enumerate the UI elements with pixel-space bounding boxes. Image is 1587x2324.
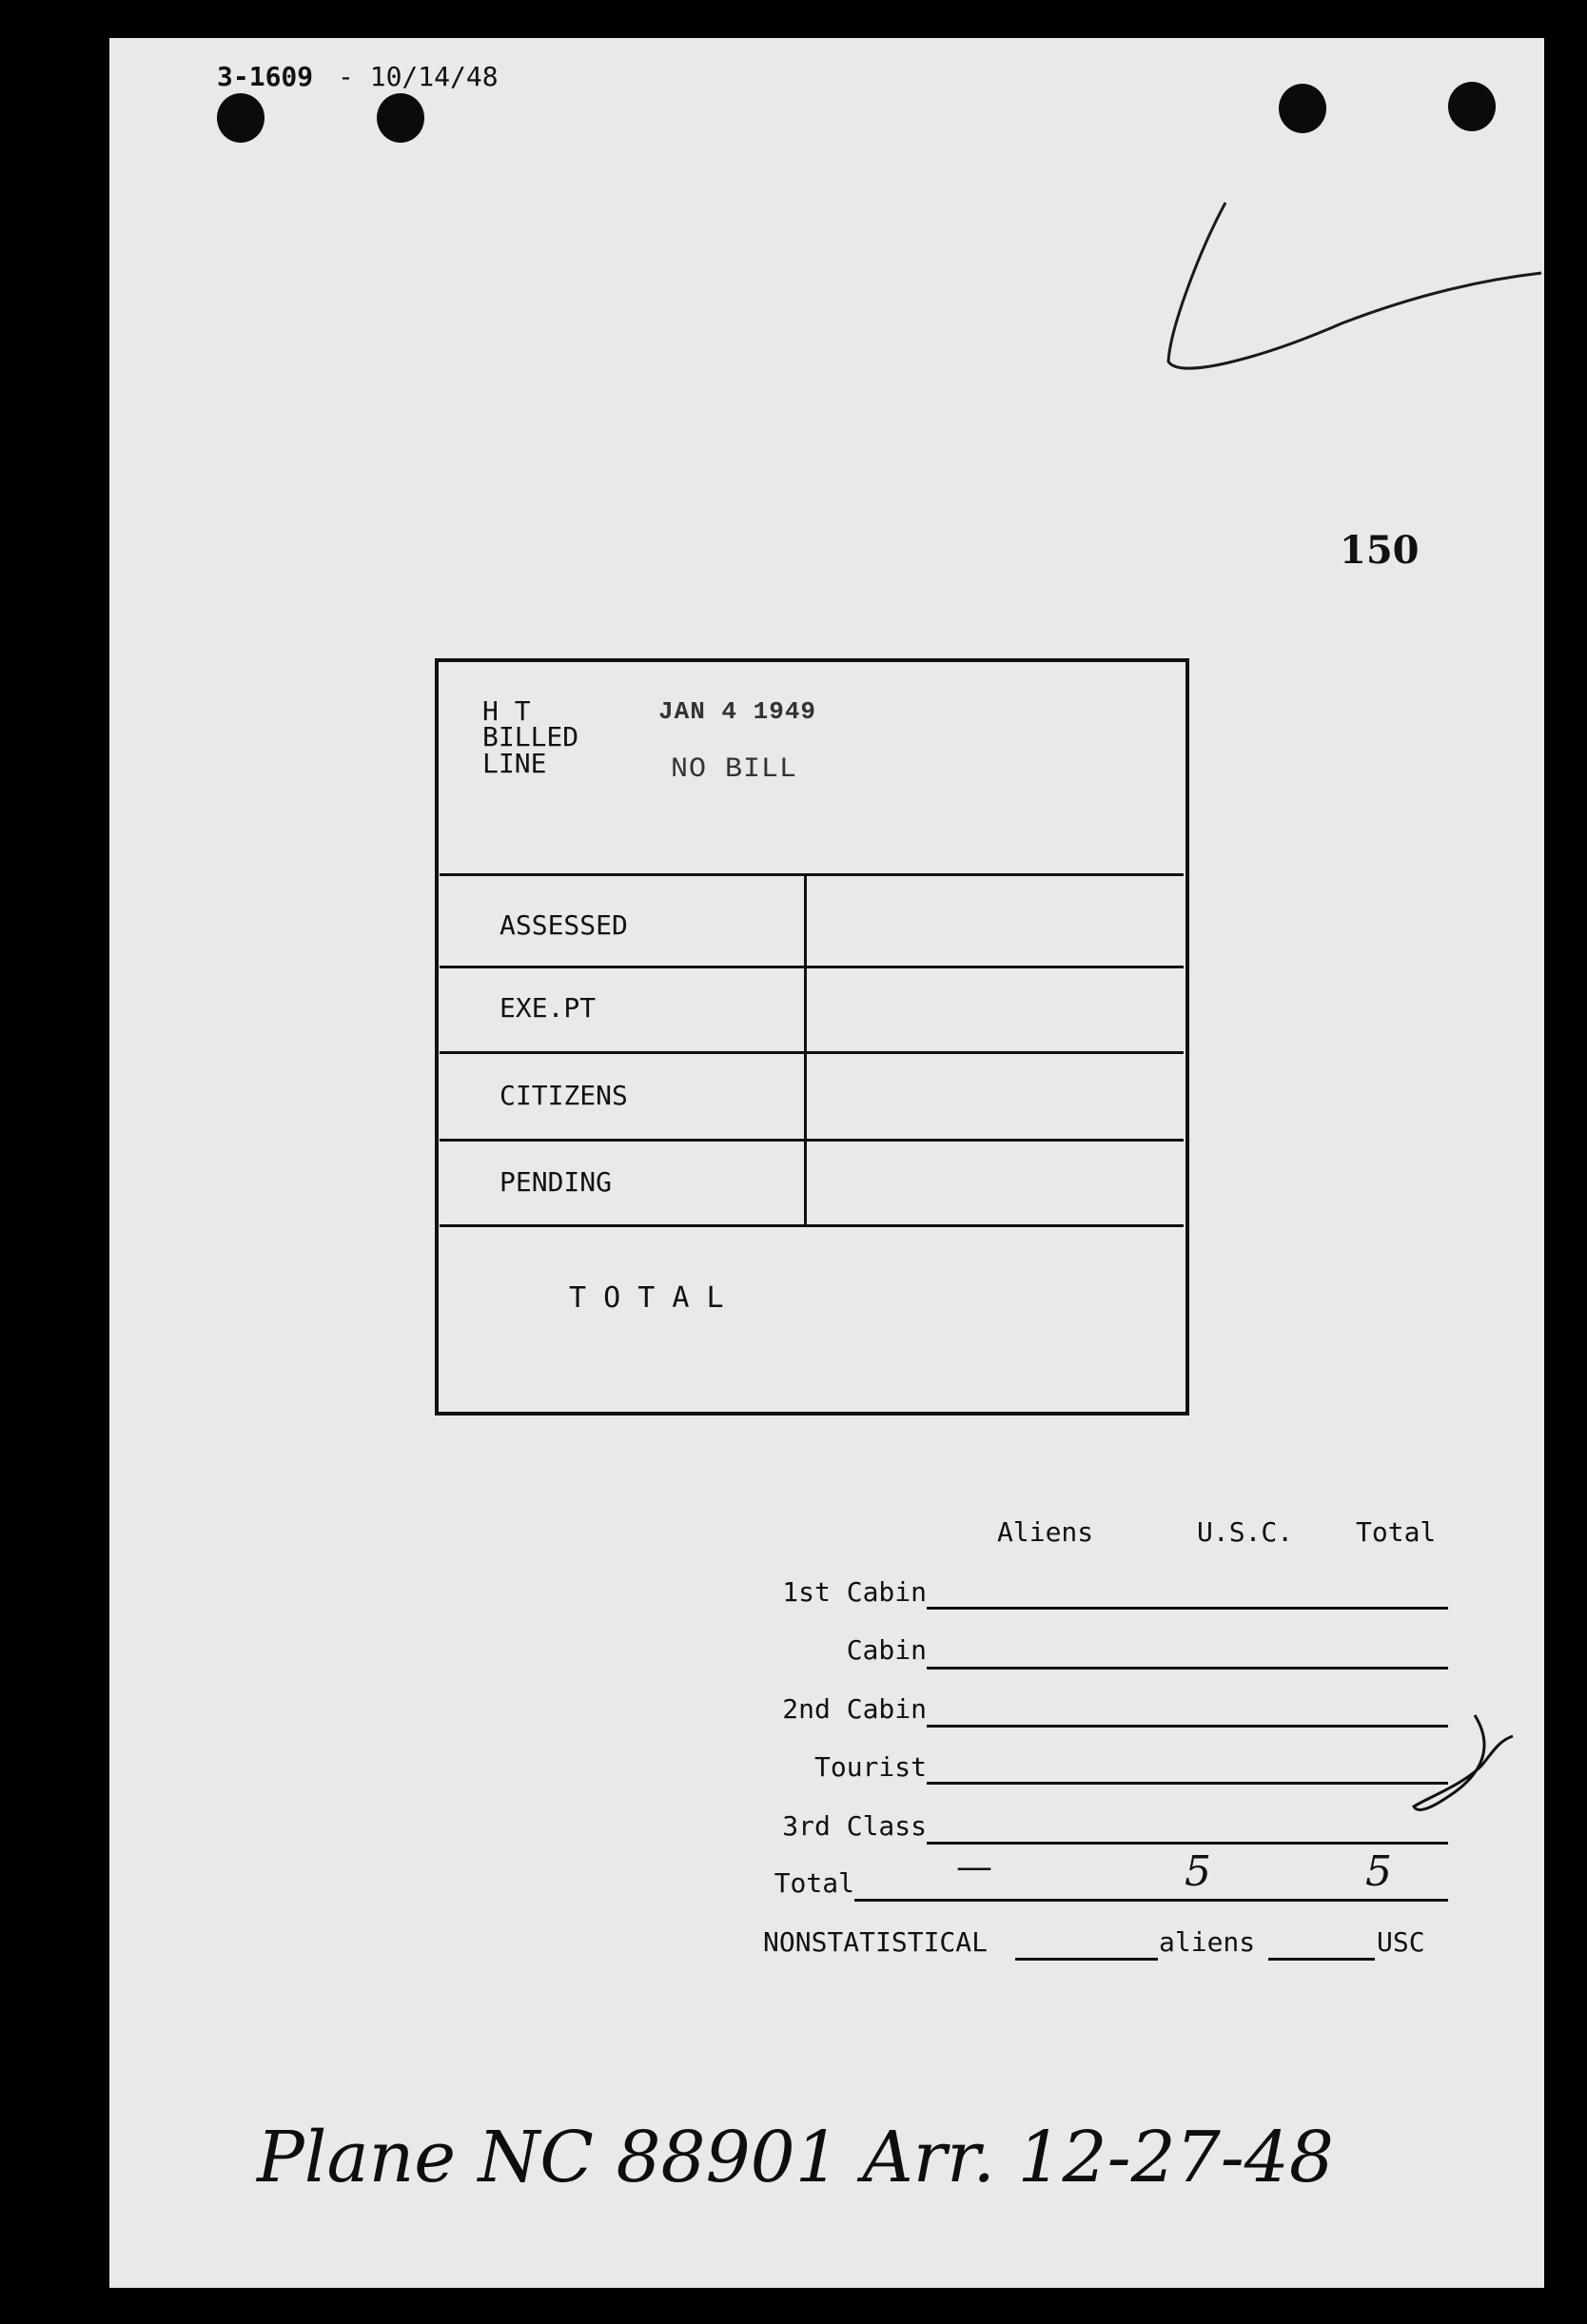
punch-hole — [377, 93, 424, 143]
handwritten-flight-note: Plane NC 88901 Arr. 12-27-48 — [257, 2117, 1334, 2198]
tally-line — [927, 1725, 1448, 1728]
nonstatistical-label: NONSTATISTICAL — [763, 1926, 989, 1958]
handwritten-bracket-mark — [1408, 1708, 1541, 1822]
tally-row-tourist: Tourist — [813, 1751, 927, 1783]
check-mark-stroke — [1151, 195, 1551, 385]
box-divider — [440, 1224, 1184, 1227]
tally-row-3rd-class: 3rd Class — [782, 1810, 927, 1842]
box-line-label-line: LINE — [482, 748, 547, 779]
handwritten-aliens-total: — — [956, 1846, 992, 1887]
date-stamp: JAN 4 1949 — [658, 697, 817, 726]
handwritten-grand-total: 5 — [1365, 1847, 1392, 1896]
nonstat-usc-line — [1268, 1958, 1375, 1961]
tally-line — [927, 1607, 1448, 1610]
box-line-label-ht: H T — [482, 695, 531, 727]
tally-line — [927, 1842, 1448, 1845]
row-label-exempt: EXE.PT — [500, 992, 597, 1024]
box-total-label: T O T A L — [569, 1281, 724, 1315]
nonstatistical-aliens-label: aliens — [1159, 1926, 1256, 1958]
box-divider — [440, 966, 1184, 968]
tally-line — [927, 1667, 1448, 1670]
form-date: - 10/14/48 — [338, 61, 499, 92]
box-column-divider — [804, 873, 807, 1224]
box-divider — [440, 1139, 1184, 1142]
row-label-pending: PENDING — [500, 1166, 613, 1198]
handwritten-usc-total: 5 — [1185, 1847, 1211, 1896]
tally-row-total: Total — [774, 1867, 854, 1899]
box-line-label-billed: BILLED — [482, 721, 579, 752]
tally-row-1st-cabin: 1st Cabin — [782, 1576, 927, 1608]
tally-row-2nd-cabin: 2nd Cabin — [782, 1693, 927, 1725]
box-divider — [440, 1051, 1184, 1054]
tally-row-cabin: Cabin — [846, 1634, 927, 1666]
row-label-assessed: ASSESSED — [500, 909, 628, 941]
form-number: 3-1609 — [217, 61, 314, 92]
punch-hole — [217, 93, 264, 143]
column-aliens: Aliens — [997, 1516, 1094, 1548]
fee-summary-box — [435, 658, 1189, 1416]
row-label-citizens: CITIZENS — [500, 1080, 628, 1111]
punch-hole — [1448, 82, 1496, 131]
column-usc: U.S.C. — [1197, 1516, 1294, 1548]
nonstatistical-usc-label: USC — [1377, 1926, 1425, 1958]
no-bill-stamp: NO BILL — [671, 753, 798, 786]
box-divider — [440, 873, 1184, 876]
column-total: Total — [1356, 1516, 1437, 1548]
tally-line — [927, 1782, 1448, 1785]
page-number: 150 — [1340, 528, 1420, 573]
nonstat-aliens-line — [1015, 1958, 1158, 1961]
tally-line — [854, 1899, 1448, 1902]
punch-hole — [1279, 84, 1326, 133]
